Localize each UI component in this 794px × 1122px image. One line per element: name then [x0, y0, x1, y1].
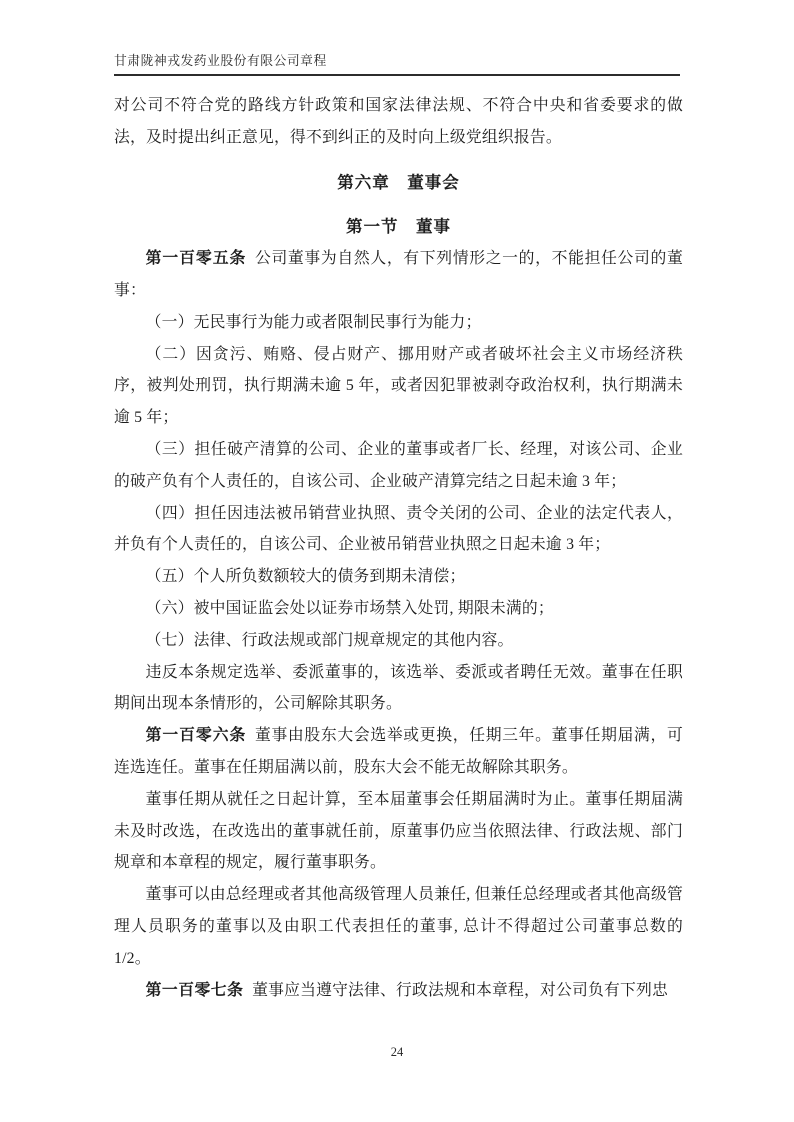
list-item-7: （七）法律、行政法规或部门规章规定的其他内容。 — [145, 631, 514, 649]
list-item-5: （五）个人所负数额较大的债务到期未清偿； — [145, 568, 466, 586]
list-item-4: （四）担任因违法被吊销营业执照、责令关闭的公司、企业的法定代表人，并负有个人责任的，自该公司、企业被吊销营业执照之日起未逾 3 年； — [114, 504, 683, 554]
article-106 — [114, 720, 683, 784]
list-item-6: （六）被中国证监会处以证券市场禁入处罚, 期限未满的； — [145, 599, 554, 617]
list-item-1: （一）无民事行为能力或者限制民事行为能力； — [145, 313, 482, 331]
article-107-label: 第一百零七条 — [145, 981, 244, 999]
article-105 — [114, 243, 683, 307]
document-body — [114, 90, 683, 1006]
paragraph-concurrent-roles: 董事可以由总经理或者其他高级管理人员兼任, 但兼任总经理或者其他高级管理人员职务的董事以及由职工代表担任的董事, 总计不得超过公司董事总数的1/2。 — [114, 886, 683, 967]
list-item-3: （三）担任破产清算的公司、企业的董事或者厂长、经理，对该公司、企业的破产负有个人责任的，自该公司、企业破产清算完结之日起未逾 3 年； — [114, 440, 683, 490]
page-header — [114, 50, 680, 76]
article-107 — [114, 975, 683, 1007]
paragraph-term-calculation: 董事任期从就任之日起计算，至本届董事会任期届满时为止。董事任期届满未及时改选，在改选出的董事就任前，原董事仍应当依照法律、行政法规、部门规章和本章程的规定，履行董事职务。 — [114, 790, 683, 872]
page-number: 24 — [390, 1045, 404, 1059]
list-item-2: （二）因贪污、贿赂、侵占财产、挪用财产或者破坏社会主义市场经济秩序，被判处刑罚，执行期满未逾 5 年，或者因犯罪被剥夺政治权利，执行期满未逾 5 年； — [114, 345, 683, 427]
header-title: 甘肃陇神戎发药业股份有限公司章程 — [114, 54, 327, 68]
article-105-label: 第一百零五条 — [145, 250, 247, 268]
paragraph-continuation: 对公司不符合党的路线方针政策和国家法律法规、不符合中央和省委要求的做法，及时提出纠正意见，得不到纠正的及时向上级党组织报告。 — [114, 97, 683, 146]
page-footer — [0, 1045, 794, 1060]
article-107-text: 董事应当遵守法律、行政法规和本章程，对公司负有下列忠 — [252, 981, 668, 999]
chapter-heading: 第六章 董事会 — [337, 172, 460, 192]
section-heading: 第一节 董事 — [346, 217, 451, 237]
article-106-label: 第一百零六条 — [145, 727, 247, 745]
paragraph-violation-clause: 违反本条规定选举、委派董事的，该选举、委派或者聘任无效。董事在任职期间出现本条情形的，公司解除其职务。 — [114, 663, 683, 713]
article-106-text: 董事由股东大会选举或更换，任期三年。董事任期届满，可连选连任。董事在任期届满以前，股东大会不能无故解除其职务。 — [114, 727, 683, 776]
article-105-text: 公司董事为自然人，有下列情形之一的，不能担任公司的董事： — [114, 250, 683, 299]
